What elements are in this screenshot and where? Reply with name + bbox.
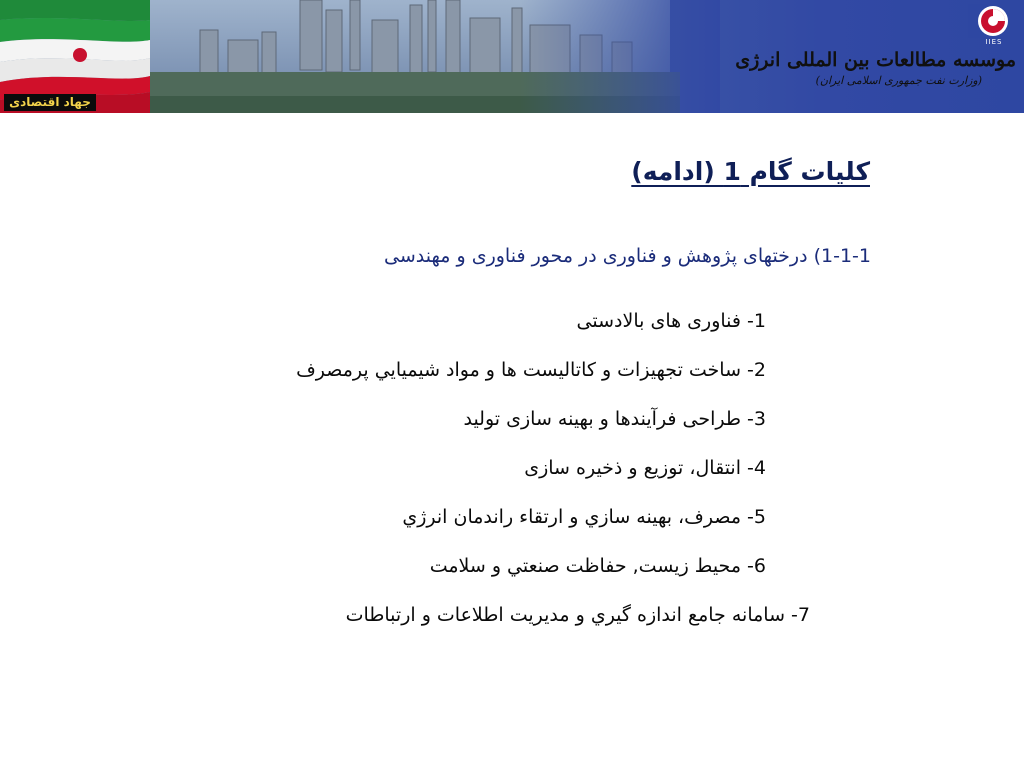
list-item: 5- مصرف، بهینه سازي و ارتقاء راندمان انرژي xyxy=(402,506,766,528)
section-heading: 1-1-1) درختهای پژوهش و فناوری در محور فناوری و مهندسی xyxy=(384,245,871,267)
list-item: 6- محیط زیست, حفاظت صنعتي و سلامت xyxy=(429,555,766,577)
banner-caption: جهاد اقتصادی xyxy=(4,94,96,111)
topic-list xyxy=(296,298,810,641)
list-item: 2- ساخت تجهیزات و کاتالیست ها و مواد شیمیایي پرمصرف xyxy=(296,359,766,381)
org-logo-icon xyxy=(968,4,1018,38)
list-item: 4- انتقال، توزیع و ذخیره سازی xyxy=(524,457,766,479)
header-banner xyxy=(0,0,1024,113)
organization-subtitle: (وزارت نفت جمهوری اسلامی ایران) xyxy=(815,74,982,87)
organization-name: موسسه مطالعات بین المللی انرژی xyxy=(735,49,1016,71)
list-item: 1- فناوری های بالادستی xyxy=(576,310,766,332)
list-item: 3- طراحی فرآیندها و بهینه سازی تولید xyxy=(463,408,766,430)
organization-block xyxy=(735,48,1016,90)
list-item: 7- سامانه جامع اندازه گیري و مدیریت اطلاعات و ارتباطات xyxy=(345,604,810,626)
slide-title: کلیات گام 1 (ادامه) xyxy=(631,157,870,186)
logo-text: IIES xyxy=(985,38,1003,46)
